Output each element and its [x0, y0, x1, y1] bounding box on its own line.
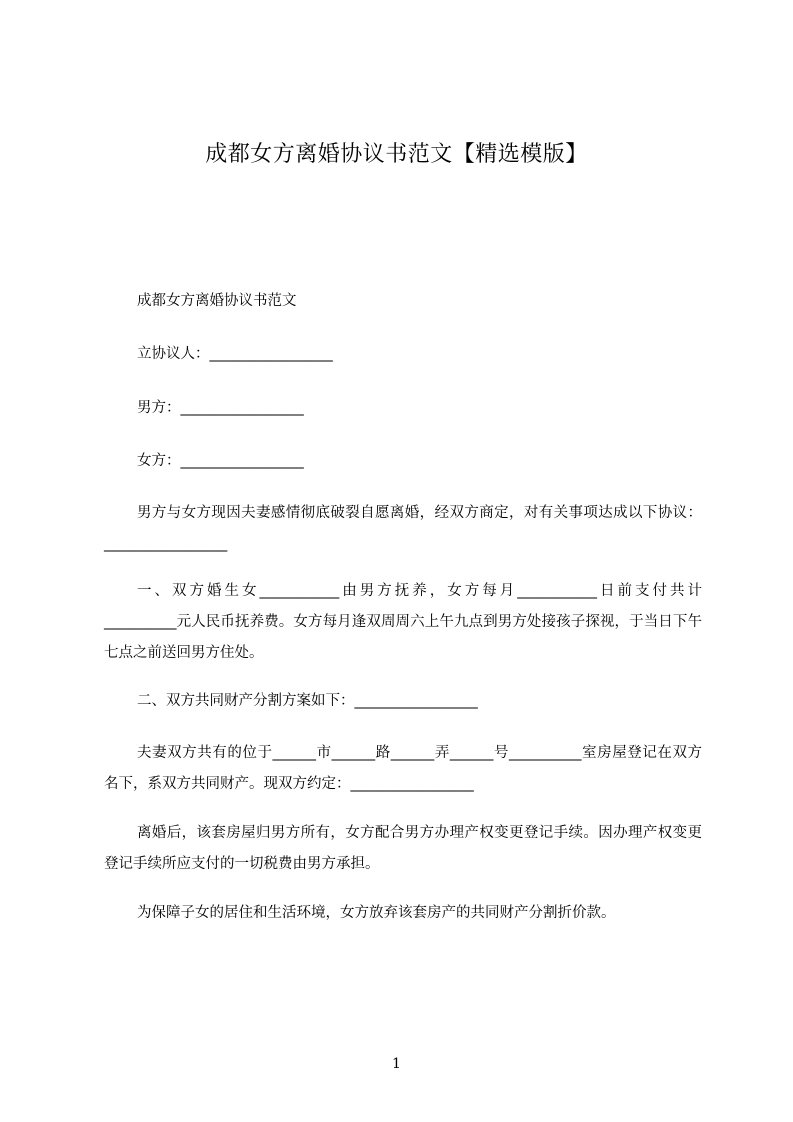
clause-2-heading: 二、双方共同财产分割方案如下：_________________ [137, 693, 478, 709]
waiver-paragraph: 为保障子女的居住和生活环境，女方放弃该套房产的共同财产分割折价款。 [137, 905, 616, 921]
document-subtitle: 成都女方离婚协议书范文 [137, 293, 297, 309]
party-line: 立协议人：_________________ [137, 346, 333, 362]
page-number: 1 [392, 1056, 401, 1072]
document-title: 成都女方离婚协议书范文【精选模版】 [205, 142, 588, 167]
male-party-line: 男方：_________________ [137, 400, 304, 416]
after-divorce-paragraph: 离婚后，该套房屋归男方所有，女方配合男方办理产权变更登记手续。因办理产权变更登记手续所应支付的一切税费由男方承担。 [104, 825, 702, 872]
clause-1-paragraph: 一、双方婚生女___________由男方抚养，女方每月___________日前支付共计__________元人民币抚养费。女方每月逢双周周六上午九点到男方处接孩子探视，于当日下午七点之前送回男方住处。 [104, 583, 702, 661]
female-party-line: 女方：_________________ [137, 453, 304, 469]
house-paragraph: 夫妻双方共有的位于______市______路______弄______号__________室房屋登记在双方名下，系双方共同财产。现双方约定：_________________ [104, 745, 702, 792]
intro-paragraph: 男方与女方现因夫妻感情彻底破裂自愿离婚，经双方商定，对有关事项达成以下协议：_________________ [104, 505, 702, 552]
